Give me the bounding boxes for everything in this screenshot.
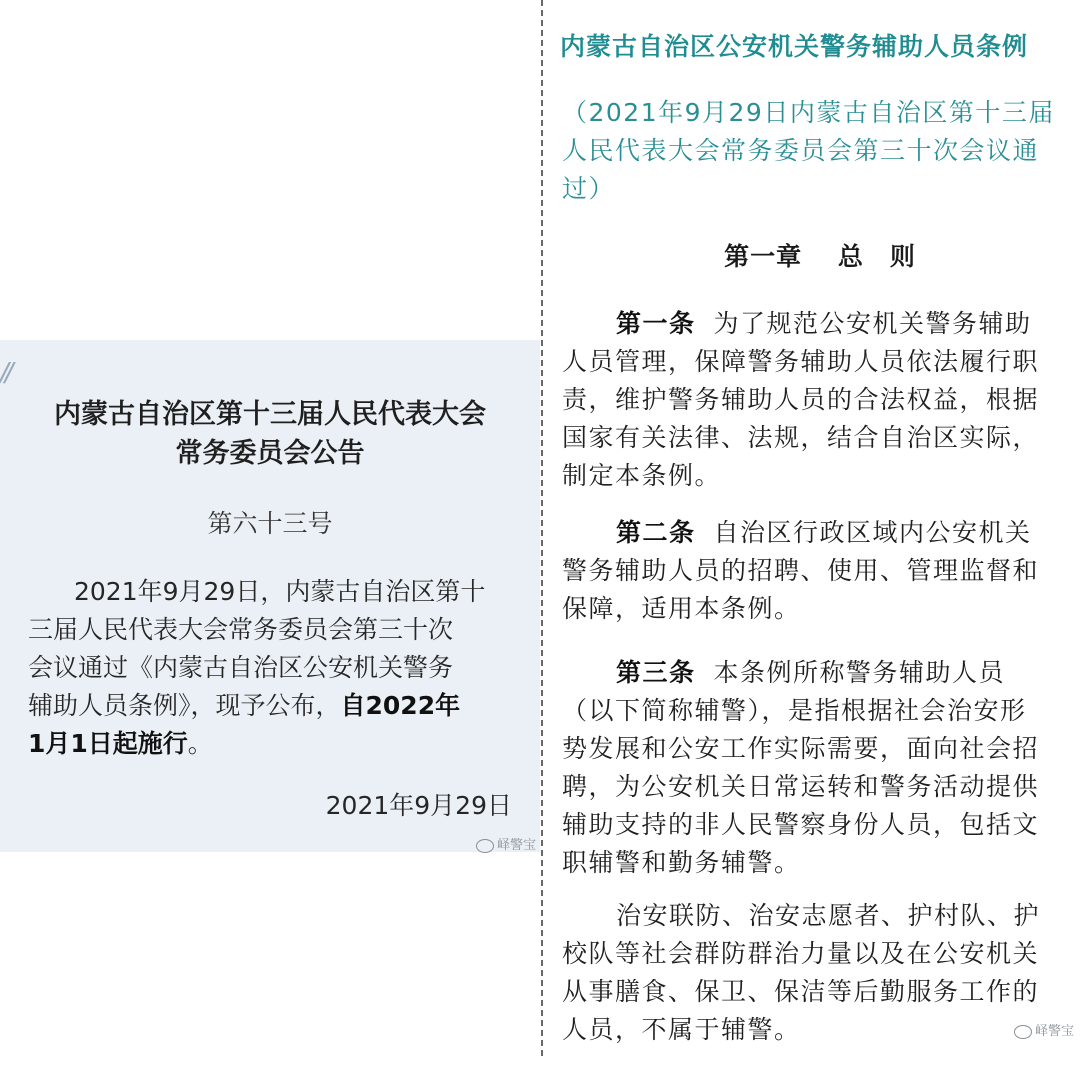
wechat-icon (1014, 1025, 1032, 1039)
watermark-text: 峄警宝 (1035, 1024, 1075, 1039)
watermark-text: 峄警宝 (497, 838, 537, 853)
announcement-body-line: 三届人民代表大会常务委员会第三十次 (28, 615, 454, 644)
watermark-right (1014, 1020, 1074, 1039)
paragraph-line: 校队等社会群防群治力量以及在公安机关 (562, 939, 1040, 968)
article-1-label: 第一条 (616, 309, 696, 338)
effective-date-bold: 自2022年 (340, 691, 461, 720)
statute-subtitle-line: 过） (562, 174, 616, 203)
statute-title: 内蒙古自治区公安机关警务辅助人员条例 (560, 32, 1029, 61)
article-3-line: （以下简称辅警），是指根据社会治安形 (562, 696, 1027, 725)
announcement-date: 2021年9月29日 (325, 791, 512, 820)
article-1-line (562, 306, 1032, 342)
announcement-body-period: 。 (187, 729, 213, 758)
paragraph-line: 治安联防、治安志愿者、护村队、护 (616, 901, 1041, 930)
statute-subtitle-line: （2021年9月29日内蒙古自治区第十三届 (562, 98, 1055, 127)
announcement-title-line2: 常务委员会公告 (175, 438, 365, 469)
announcement-body-line: 会议通过《内蒙古自治区公安机关警务 (28, 653, 454, 682)
article-2-line: 警务辅助人员的招聘、使用、管理监督和 (562, 556, 1040, 585)
quote-mark-icon: // (0, 358, 10, 388)
article-3-line: 辅助支持的非人民警察身份人员，包括文 (562, 810, 1040, 839)
article-3-line: 势发展和公安工作实际需要，面向社会招 (562, 734, 1040, 763)
article-2-text: 自治区行政区域内公安机关 (713, 518, 1032, 547)
wechat-icon (476, 839, 494, 853)
article-1-line: 制定本条例。 (562, 461, 722, 490)
announcement-body-line (28, 726, 213, 762)
dashed-divider (541, 0, 543, 1056)
announcement-number: 第六十三号 (207, 509, 333, 538)
article-1-line: 责，维护警务辅助人员的合法权益，根据 (562, 385, 1040, 414)
paragraph-line: 从事膳食、保卫、保洁等后勤服务工作的 (562, 977, 1040, 1006)
article-3-text: 本条例所称警务辅助人员 (713, 658, 1006, 687)
announcement-body-text: 辅助人员条例》，现予公布， (28, 691, 341, 720)
article-1-text: 为了规范公安机关警务辅助 (713, 309, 1032, 338)
watermark-left (476, 834, 536, 853)
announcement-card (0, 340, 540, 852)
article-2-line (562, 515, 1032, 551)
article-3-label: 第三条 (616, 658, 696, 687)
effective-date-bold-line2: 1月1日起施行 (28, 729, 188, 758)
article-3-line (562, 655, 1005, 691)
article-2-line: 保障，适用本条例。 (562, 594, 801, 623)
article-1-line: 国家有关法律、法规，结合自治区实际， (562, 423, 1040, 452)
announcement-body-line: 2021年9月29日，内蒙古自治区第十 (74, 577, 486, 606)
article-3-line: 聘，为公安机关日常运转和警务活动提供 (562, 772, 1040, 801)
announcement-body-line (28, 688, 460, 724)
announcement-title-line1: 内蒙古自治区第十三届人民代表大会 (54, 399, 486, 430)
article-2-label: 第二条 (616, 518, 696, 547)
statute-subtitle-line: 人民代表大会常务委员会第三十次会议通 (562, 136, 1040, 165)
paragraph-line: 人员，不属于辅警。 (562, 1015, 801, 1044)
article-3-line: 职辅警和勤务辅警。 (562, 848, 801, 877)
article-1-line: 人员管理，保障警务辅助人员依法履行职 (562, 347, 1040, 376)
chapter-heading: 第一章 总 则 (724, 242, 916, 271)
